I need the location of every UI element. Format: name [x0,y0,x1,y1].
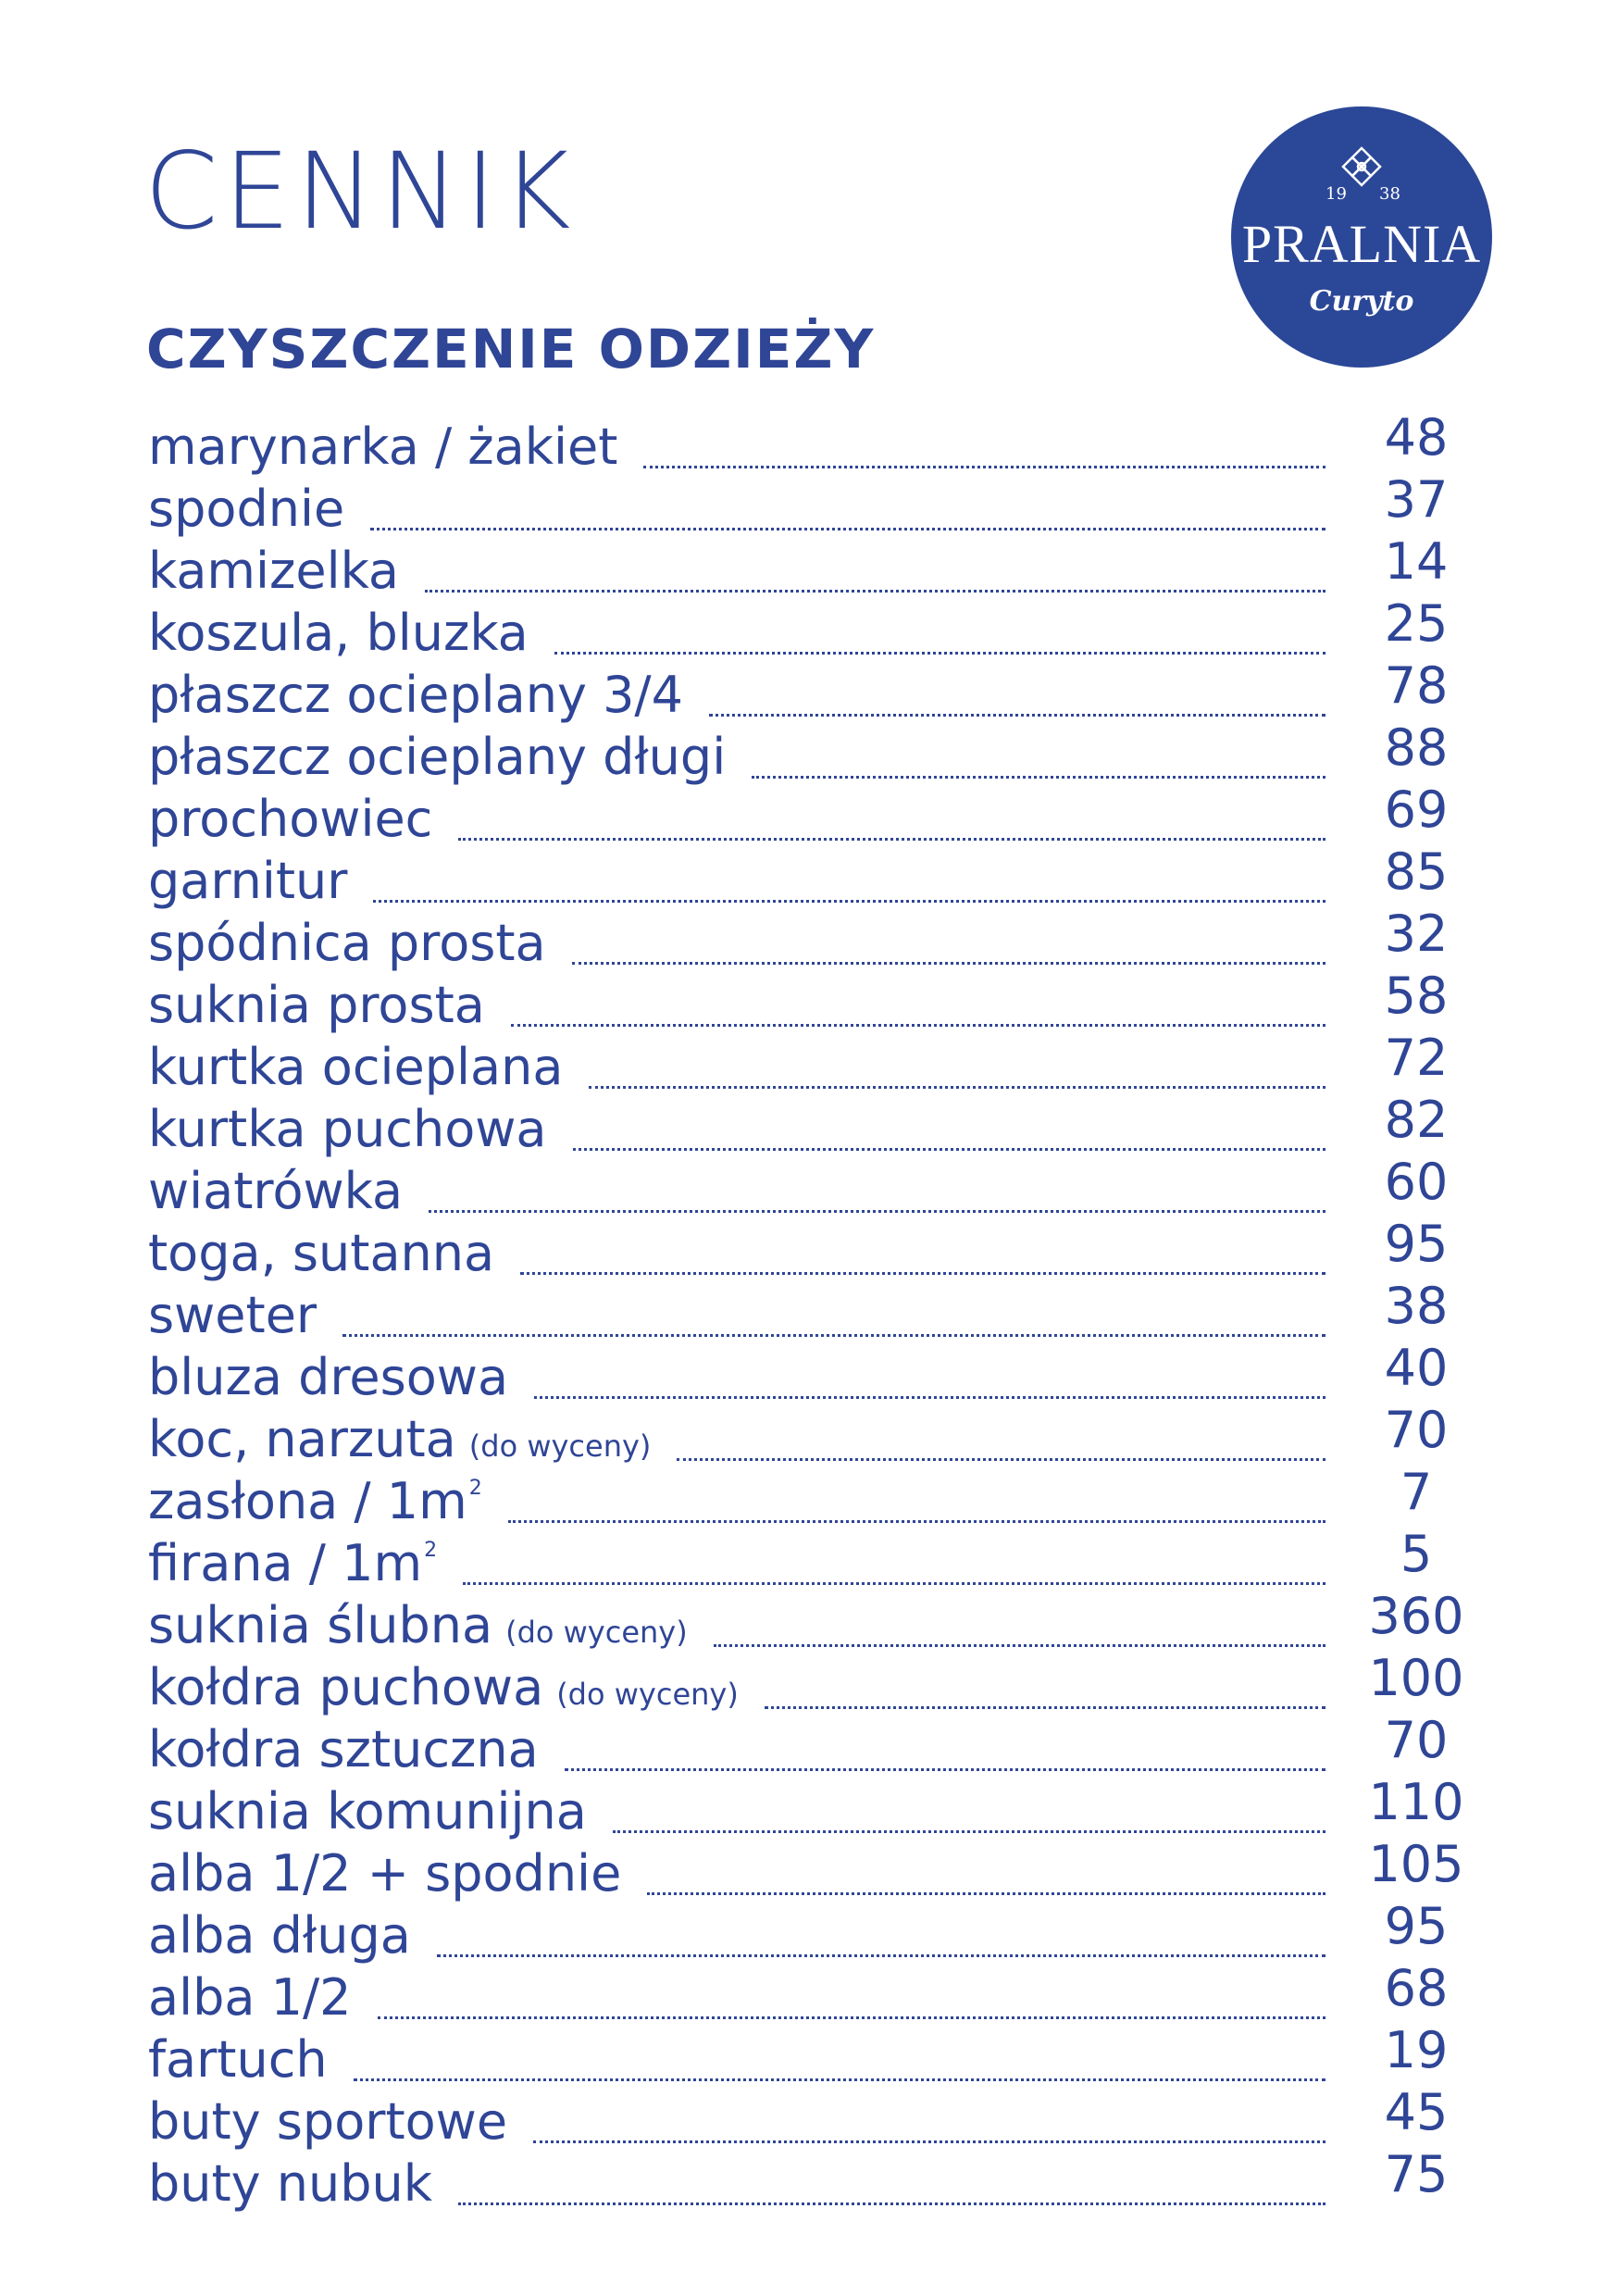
logo-brand: PRALNIA [1241,214,1482,274]
pralnia-logo [1231,106,1492,368]
item-name [148,1038,564,1096]
item-name [148,976,485,1034]
item-name [148,418,618,476]
item-name-text: alba 1/2 + spodnie [148,1844,622,1903]
dotted-leader [573,1148,1326,1151]
item-name [148,1968,352,2027]
item-name-text: bluza dresowa [148,1348,509,1406]
item-name-text: alba długa [148,1906,411,1965]
price-row [148,1959,1481,2027]
dotted-leader [752,776,1326,779]
dotted-leader [709,714,1326,717]
price-row [148,1587,1481,1654]
dotted-leader [511,1024,1326,1027]
price-row [148,1463,1481,1530]
item-price: 70 [1384,1711,1449,1769]
item-name-text: buty nubuk [148,2154,433,2213]
price-row [148,1215,1481,1282]
item-name-text: koszula, bluzka [148,604,529,662]
item-price: 360 [1368,1587,1464,1645]
dotted-leader [589,1086,1326,1089]
item-name-text: suknia prosta [148,976,485,1034]
price-row [148,842,1481,910]
price-row [148,1711,1481,1778]
dotted-leader [565,1768,1326,1771]
item-name-text: fartuch [148,2030,328,2089]
dotted-leader [765,1706,1326,1709]
item-name [148,1844,622,1903]
item-price: 75 [1384,2145,1449,2203]
item-name-text: suknia ślubna [148,1596,493,1654]
item-note: (do wyceny) [505,1615,688,1650]
dotted-leader [370,528,1326,530]
item-name [148,1162,404,1220]
item-note: (do wyceny) [468,1429,652,1464]
item-name-text: firana / 1m [148,1534,423,1592]
item-name-text: toga, sutanna [148,1224,495,1282]
item-price: 110 [1368,1773,1464,1831]
item-name [148,728,727,786]
item-name [148,1720,539,1778]
item-name-text: kurtka puchowa [148,1100,547,1158]
item-name-text: zasłona / 1m [148,1472,467,1530]
dotted-leader [572,962,1326,965]
item-name [148,2154,433,2213]
item-price: 105 [1368,1835,1464,1893]
item-name-text: marynarka / żakiet [148,418,618,476]
section-title: CZYSZCZENIE ODZIEŻY [146,318,876,381]
item-name-text: kołdra sztuczna [148,1720,539,1778]
dotted-leader [425,590,1326,593]
dotted-leader [533,2140,1326,2143]
price-row [148,967,1481,1034]
dotted-leader [554,652,1326,655]
item-price: 72 [1384,1029,1449,1087]
dotted-leader [354,2078,1326,2081]
price-row [148,532,1481,600]
item-name [148,1348,509,1406]
item-name [148,2030,328,2089]
item-name-text: kurtka ocieplana [148,1038,564,1096]
item-name-text: garnitur [148,852,348,910]
price-row [148,1153,1481,1220]
price-row [148,1029,1481,1096]
item-price: 88 [1384,718,1449,777]
dotted-leader [378,2016,1326,2019]
item-price: 95 [1384,1897,1449,1955]
item-price: 37 [1384,470,1449,529]
price-row [148,780,1481,848]
page-title: CENNIK [144,130,577,253]
dotted-leader [643,466,1326,468]
dotted-leader [714,1644,1326,1647]
item-price: 69 [1384,780,1449,839]
item-price: 40 [1384,1339,1449,1397]
item-name-text: suknia komunijna [148,1782,587,1841]
dotted-leader [613,1830,1326,1833]
item-price: 82 [1384,1091,1449,1149]
item-price: 7 [1400,1463,1433,1521]
dotted-leader [458,838,1326,841]
dotted-leader [437,1954,1326,1957]
item-price: 60 [1384,1153,1449,1211]
price-row [148,2083,1481,2151]
item-price: 19 [1384,2021,1449,2079]
dotted-leader [463,1582,1326,1585]
dotted-leader [520,1272,1326,1275]
price-row [148,1897,1481,1965]
item-price: 14 [1384,532,1449,591]
item-name [148,1286,317,1344]
item-note: (do wyceny) [556,1677,739,1712]
item-name [148,666,683,724]
dotted-leader [373,900,1326,903]
item-price: 85 [1384,842,1449,901]
ornament-icon [1340,145,1383,188]
item-price: 100 [1368,1649,1464,1707]
item-name-text: spodnie [148,480,345,538]
dotted-leader [458,2202,1326,2205]
price-row [148,905,1481,972]
item-name-text: buty sportowe [148,2092,508,2151]
item-unit-superscript: 2 [468,1477,482,1500]
item-name [148,1658,739,1716]
item-name [148,542,400,600]
logo-script: Curyto [1309,285,1414,318]
item-name [148,2092,508,2151]
item-price: 38 [1384,1277,1449,1335]
item-price: 68 [1384,1959,1449,2017]
item-name [148,604,529,662]
item-name [148,1224,495,1282]
logo-year-left: 19 [1326,184,1347,204]
item-name-text: kołdra puchowa [148,1658,544,1716]
item-price: 48 [1384,408,1449,467]
item-name [148,1534,438,1592]
item-name-text: płaszcz ocieplany 3/4 [148,666,683,724]
price-row [148,470,1481,538]
item-name [148,1906,411,1965]
price-row [148,1649,1481,1716]
item-name [148,1410,652,1468]
logo-year-right: 38 [1379,184,1400,204]
item-price: 58 [1384,967,1449,1025]
price-row [148,408,1481,476]
item-name [148,480,345,538]
item-price: 5 [1400,1525,1433,1583]
item-name [148,852,348,910]
item-name-text: wiatrówka [148,1162,404,1220]
price-row [148,1401,1481,1468]
dotted-leader [647,1892,1326,1895]
price-row [148,1277,1481,1344]
item-price: 25 [1384,594,1449,653]
dotted-leader [429,1210,1326,1213]
price-row [148,1091,1481,1158]
item-price: 70 [1384,1401,1449,1459]
price-row [148,1773,1481,1841]
item-price: 95 [1384,1215,1449,1273]
dotted-leader [534,1396,1326,1399]
price-row [148,1835,1481,1903]
item-price: 32 [1384,905,1449,963]
price-list [148,408,1481,2213]
price-row [148,718,1481,786]
item-name [148,914,546,972]
price-row [148,2021,1481,2089]
price-row [148,1339,1481,1406]
dotted-leader [342,1334,1326,1337]
dotted-leader [677,1458,1326,1461]
item-name [148,1472,482,1530]
item-name [148,1782,587,1841]
item-name-text: alba 1/2 [148,1968,352,2027]
item-name-text: koc, narzuta [148,1410,456,1468]
item-name-text: kamizelka [148,542,400,600]
item-name-text: sweter [148,1286,317,1344]
price-row [148,594,1481,662]
price-row [148,2145,1481,2213]
price-row [148,656,1481,724]
dotted-leader [508,1520,1326,1523]
item-price: 45 [1384,2083,1449,2141]
item-name-text: płaszcz ocieplany długi [148,728,727,786]
item-name-text: spódnica prosta [148,914,546,972]
item-unit-superscript: 2 [424,1539,438,1562]
item-name-text: prochowiec [148,790,433,848]
item-price: 78 [1384,656,1449,715]
item-name [148,1596,688,1654]
item-name [148,1100,547,1158]
item-name [148,790,433,848]
price-row [148,1525,1481,1592]
